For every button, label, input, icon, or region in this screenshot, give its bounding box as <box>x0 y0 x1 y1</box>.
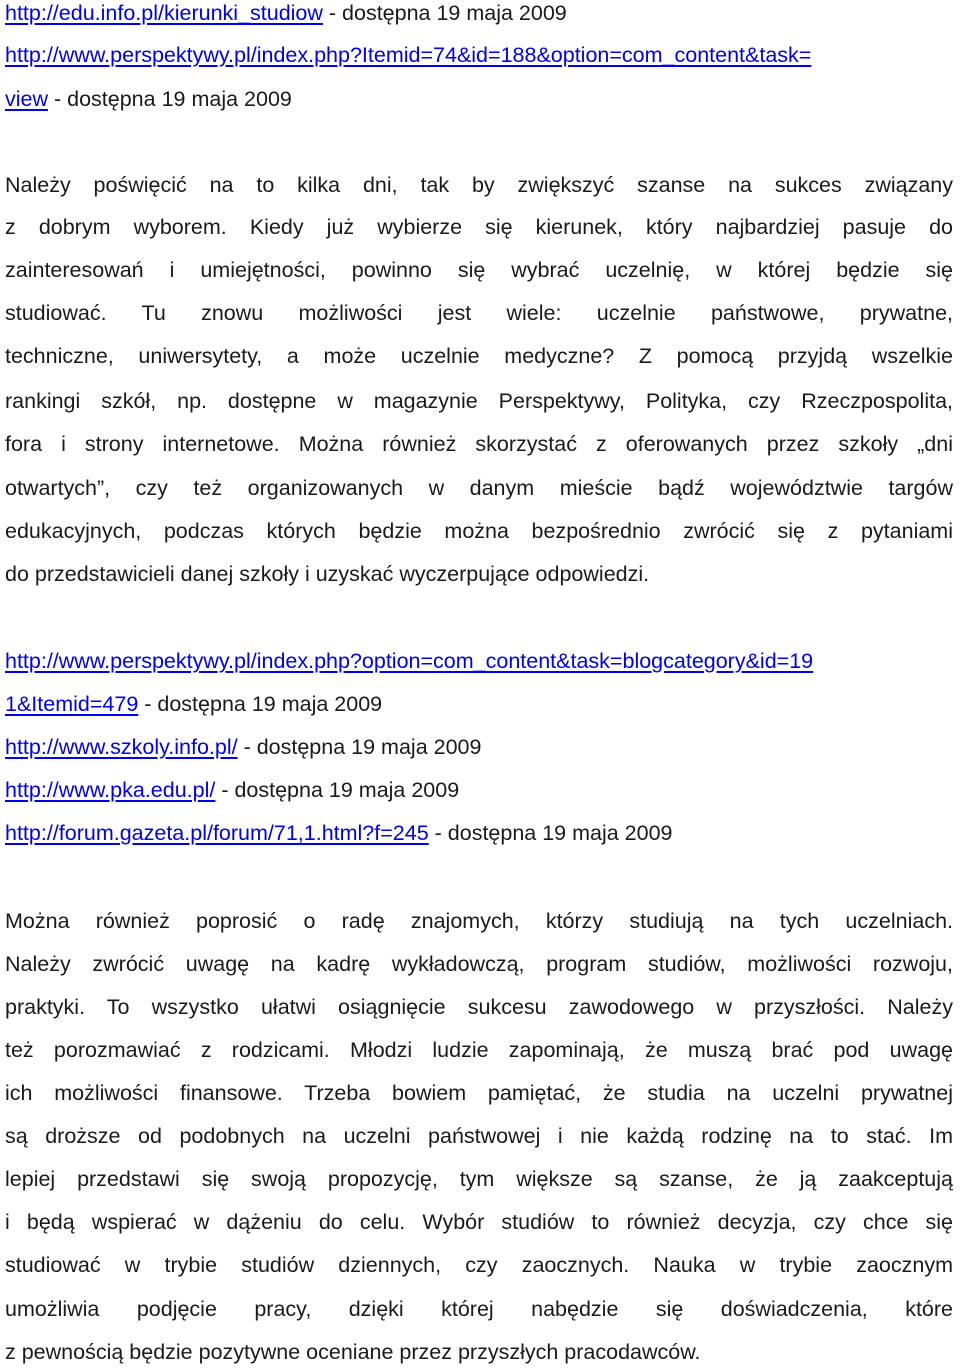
text-line: ich możliwości finansowe. Trzeba bowiem pamiętać, że studia na uczelni prywatnej <box>5 1081 953 1105</box>
source-link-continued[interactable]: view <box>5 87 49 111</box>
source-link-line <box>5 0 567 26</box>
source-link-line <box>5 86 292 112</box>
source-link-line <box>5 777 459 803</box>
text-line: techniczne, uniwersytety, a może uczelnie medyczne? Z pomocą przyjdą wszelkie <box>5 344 953 368</box>
text-line: fora i strony internetowe. Można również skorzystać z oferowanych przez szkoły „dni <box>5 432 953 456</box>
text-line: Należy poświęcić na to kilka dni, tak by zwiększyć szanse na sukces związany <box>5 173 953 197</box>
text-line: i będą wspierać w dążeniu do celu. Wybór studiów to również decyzja, czy chce się <box>5 1210 953 1234</box>
source-link[interactable]: http://edu.info.pl/kierunki_studiow <box>5 1 323 25</box>
text-line: otwartych”, czy też organizowanych w danym mieście bądź województwie targów <box>5 476 953 500</box>
source-date: - dostępna 19 maja 2009 <box>237 735 482 759</box>
text-line: są droższe od podobnych na uczelni państwowej i nie każdą rodzinę na to stać. Im <box>5 1124 953 1148</box>
text-line: z dobrym wyborem. Kiedy już wybierze się kierunek, który najbardziej pasuje do <box>5 215 953 239</box>
text-line: Należy zwrócić uwagę na kadrę wykładowczą, program studiów, możliwości rozwoju, <box>5 952 953 976</box>
source-link-line <box>5 691 382 717</box>
text-line: umożliwia podjęcie pracy, dzięki której nabędzie się doświadczenia, które <box>5 1297 953 1321</box>
text-line: studiować w trybie studiów dziennych, czy zaocznych. Nauka w trybie zaocznym <box>5 1253 953 1277</box>
source-link[interactable]: http://forum.gazeta.pl/forum/71,1.html?f=245 <box>5 821 429 845</box>
source-link[interactable]: http://www.perspektywy.pl/index.php?Itemid=74&id=188&option=com_content&task= <box>5 43 812 67</box>
source-link[interactable]: http://www.pka.edu.pl/ <box>5 778 216 802</box>
text-line: studiować. Tu znowu możliwości jest wiele: uczelnie państwowe, prywatne, <box>5 301 953 325</box>
text-line: zainteresowań i umiejętności, powinno się wybrać uczelnię, w której będzie się <box>5 258 953 282</box>
source-link-line <box>5 820 673 846</box>
source-link-line <box>5 42 811 68</box>
source-link-line <box>5 648 813 674</box>
text-line: z pewnością będzie pozytywne oceniane przez przyszłych pracodawców. <box>5 1340 701 1364</box>
text-line: praktyki. To wszystko ułatwi osiągnięcie sukcesu zawodowego w przyszłości. Należy <box>5 995 953 1019</box>
text-line: lepiej przedstawi się swoją propozycję, tym większe są szanse, że ją zaakceptują <box>5 1167 953 1191</box>
source-date: - dostępna 19 maja 2009 <box>322 1 567 25</box>
text-line: Można również poprosić o radę znajomych, którzy studiują na tych uczelniach. <box>5 909 953 933</box>
source-date: - dostępna 19 maja 2009 <box>215 778 460 802</box>
source-link[interactable]: http://www.szkoly.info.pl/ <box>5 735 238 759</box>
source-date: - dostępna 19 maja 2009 <box>428 821 673 845</box>
source-link[interactable]: http://www.perspektywy.pl/index.php?option=com_content&task=blogcategory&id=19 <box>5 649 814 673</box>
source-date: - dostępna 19 maja 2009 <box>138 692 383 716</box>
text-line: edukacyjnych, podczas których będzie można bezpośrednio zwrócić się z pytaniami <box>5 519 953 543</box>
text-line: rankingi szkół, np. dostępne w magazynie Perspektywy, Polityka, czy Rzeczpospolita, <box>5 389 953 413</box>
source-date: - dostępna 19 maja 2009 <box>48 87 292 111</box>
text-line: też porozmawiać z rodzicami. Młodzi ludzie zapominają, że muszą brać pod uwagę <box>5 1038 953 1062</box>
text-line: do przedstawicieli danej szkoły i uzyskać wyczerpujące odpowiedzi. <box>5 562 650 586</box>
source-link-continued[interactable]: 1&Itemid=479 <box>5 692 139 716</box>
source-link-line <box>5 734 481 760</box>
